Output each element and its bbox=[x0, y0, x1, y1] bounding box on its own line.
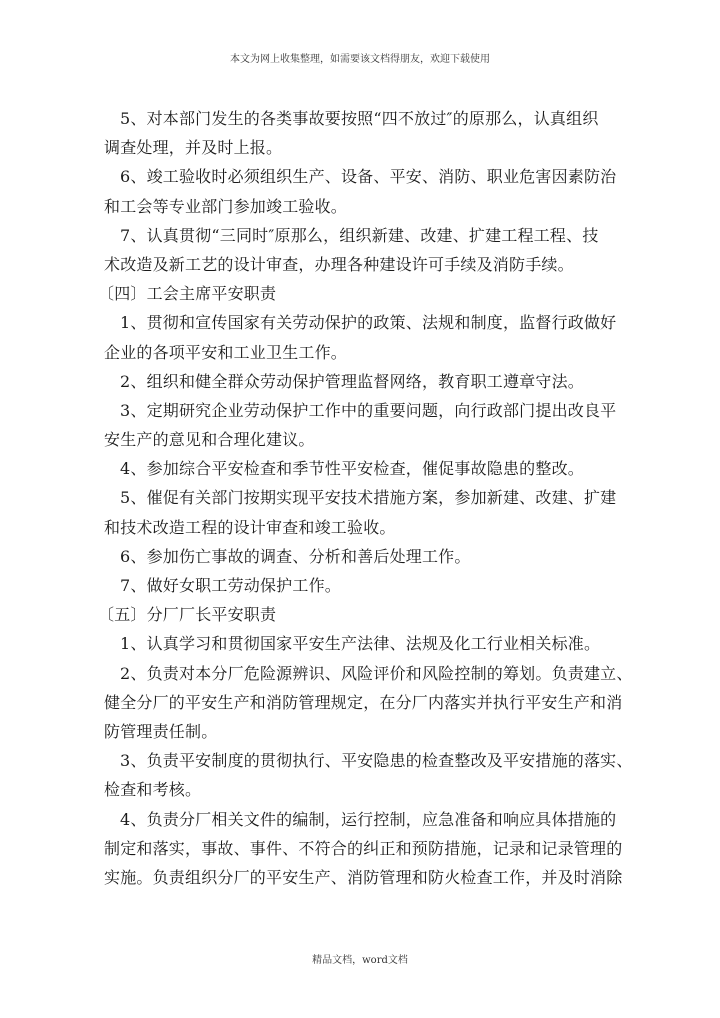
text-line: 7、认真贯彻“三同时″原那么，组织新建、改建、扩建工程工程、技 bbox=[120, 225, 599, 245]
text-line: 和工会等专业部门参加竣工验收。 bbox=[104, 196, 348, 216]
page-header: 本文为网上收集整理，如需要该文档得朋友，欢迎下载使用 bbox=[230, 54, 490, 65]
text-line: 2、组织和健全群众劳动保护管理监督网络，教育职工遵章守法。 bbox=[120, 371, 584, 391]
page-footer: 精品文档，word文档 bbox=[312, 955, 408, 966]
text-line: 4、参加综合平安检查和季节性平安检查，催促事故隐患的整改。 bbox=[120, 459, 584, 479]
section-heading: 〔五〕分厂厂长平安职责 bbox=[98, 605, 277, 625]
text-line: 实施。负责组织分厂的平安生产、消防管理和防火检查工作，并及时消除 bbox=[104, 867, 623, 887]
text-line: 7、做好女职工劳动保护工作。 bbox=[120, 576, 341, 595]
text-line: 制定和落实，事故、事件、不符合的纠正和预防措施，记录和记录管理的 bbox=[104, 838, 623, 858]
text-line: 企业的各项平安和工业卫生工作。 bbox=[104, 342, 348, 362]
text-line: 和技术改造工程的设计审查和竣工验收。 bbox=[104, 517, 396, 537]
text-line: 4、负责分厂相关文件的编制，运行控制，应急准备和响应具体措施的 bbox=[120, 809, 617, 829]
text-line: 3、负责平安制度的贯彻执行、平安隐患的检查整改及平安措施的落实、 bbox=[120, 751, 633, 771]
text-line: 调查处理，并及时上报。 bbox=[104, 138, 283, 158]
text-line: 1、认真学习和贯彻国家平安生产法律、法规及化工行业相关标准。 bbox=[120, 634, 601, 654]
text-line: 防管理责任制。 bbox=[104, 721, 218, 741]
text-line: 2、负责对本分厂危险源辨识、风险评价和风险控制的筹划。负责建立、 bbox=[120, 663, 633, 683]
text-line: 安生产的意见和合理化建议。 bbox=[104, 430, 315, 450]
text-line: 5、催促有关部门按期实现平安技术措施方案，参加新建、改建、扩建 bbox=[120, 488, 617, 508]
text-line: 检查和考核。 bbox=[104, 780, 202, 800]
text-line: 6、参加伤亡事故的调查、分析和善后处理工作。 bbox=[120, 546, 471, 566]
text-line: 3、定期研究企业劳动保护工作中的重要问题，向行政部门提出改良平 bbox=[120, 400, 617, 420]
section-heading: 〔四〕工会主席平安职责 bbox=[98, 284, 277, 304]
text-line: 1、贯彻和宣传国家有关劳动保护的政策、法规和制度，监督行政做好 bbox=[120, 313, 617, 333]
text-line: 术改造及新工艺的设计审查，办理各种建设许可手续及消防手续。 bbox=[104, 254, 574, 274]
text-line: 6、竣工验收时必须组织生产、设备、平安、消防、职业危害因素防治 bbox=[120, 167, 617, 187]
document-body bbox=[98, 104, 644, 892]
text-line: 健全分厂的平安生产和消防管理规定，在分厂内落实并执行平安生产和消 bbox=[104, 692, 623, 712]
text-line: 5、对本部门发生的各类事故要按照“四不放过″的原那么，认真组织 bbox=[120, 109, 599, 128]
